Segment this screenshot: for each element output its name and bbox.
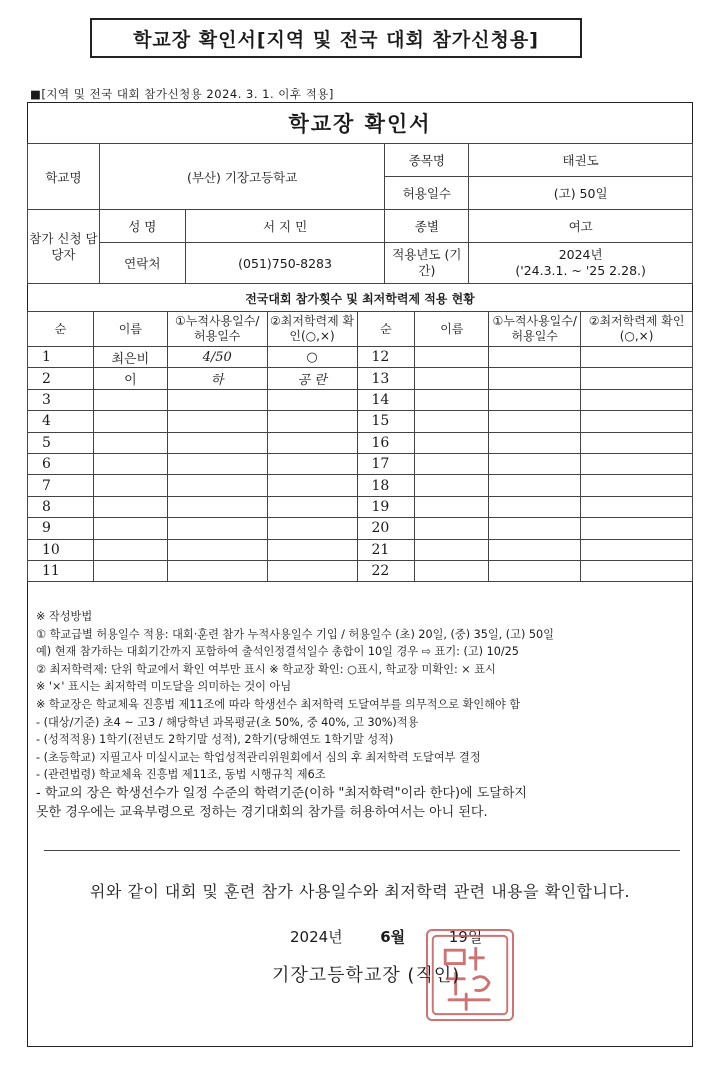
row-no: 19 [357, 496, 415, 517]
info-table [27, 143, 693, 284]
row-days [167, 389, 267, 410]
row-days [489, 389, 581, 410]
row-check [267, 411, 357, 432]
row-no: 21 [357, 539, 415, 560]
status-table [27, 311, 693, 582]
row-no: 10 [28, 539, 94, 560]
row-check [581, 411, 693, 432]
table-row [28, 453, 693, 474]
status-title: 전국대회 참가횟수 및 최저학력제 적용 현황 [28, 285, 692, 312]
row-no: 2 [28, 368, 94, 389]
row-check [581, 496, 693, 517]
row-name [415, 432, 489, 453]
applicability-note: ■[지역 및 전국 대회 참가신청용 2024. 3. 1. 이후 적용] [30, 87, 334, 101]
row-days [489, 518, 581, 539]
instruction-line: - (초등학교) 지필고사 미실시교는 학업성적관리위원회에서 심의 후 최저학력 도달여부 결정 [36, 750, 481, 764]
school-value: (부산) 기장고등학교 [99, 144, 385, 210]
row-no: 5 [28, 432, 94, 453]
row-days [489, 475, 581, 496]
row-no: 22 [357, 560, 415, 581]
row-no: 11 [28, 560, 94, 581]
row-no: 20 [357, 518, 415, 539]
row-days [167, 518, 267, 539]
row-days [489, 560, 581, 581]
row-check [581, 475, 693, 496]
row-no: 13 [357, 368, 415, 389]
row-name [415, 389, 489, 410]
year-value-year: 2024년 [558, 247, 603, 262]
row-check [581, 347, 693, 368]
divider [44, 850, 680, 851]
table-row [28, 475, 693, 496]
row-check [267, 560, 357, 581]
table-row [28, 560, 693, 581]
row-name [415, 496, 489, 517]
row-name [93, 539, 167, 560]
school-label: 학교명 [28, 144, 100, 210]
row-name [93, 518, 167, 539]
row-name [415, 475, 489, 496]
col-check: ②최저학력제 확인(○,×) [581, 312, 693, 347]
row-days [489, 347, 581, 368]
row-name [93, 389, 167, 410]
row-check [581, 432, 693, 453]
category-value: 여고 [469, 210, 693, 243]
row-check [267, 389, 357, 410]
date-day: 19일 [448, 928, 483, 946]
law-statement: - 학교의 장은 학생선수가 일정 수준의 학력기준(이하 "최저학력"이라 한다)에 도달하지 [36, 785, 527, 801]
form-title: 학교장 확인서 [288, 112, 432, 136]
contact-group-label: 참가 신청 담당자 [28, 210, 100, 284]
row-name: 최은비 [93, 347, 167, 368]
row-name [93, 560, 167, 581]
row-no: 12 [357, 347, 415, 368]
row-check [581, 518, 693, 539]
row-name [415, 539, 489, 560]
year-value-period: ('24.3.1. ~ '25 2.28.) [515, 263, 646, 278]
row-days: 하 [167, 368, 267, 389]
col-check: ②최저학력제 확인(○,×) [267, 312, 357, 347]
category-label: 종별 [385, 210, 469, 243]
row-check [581, 389, 693, 410]
row-days [167, 475, 267, 496]
confirmation-text: 위와 같이 대회 및 훈련 참가 사용일수와 최저학력 관련 내용을 확인합니다. [89, 882, 631, 901]
name-label: 성 명 [99, 210, 185, 243]
row-name [93, 496, 167, 517]
row-name [415, 453, 489, 474]
row-no: 8 [28, 496, 94, 517]
row-check [267, 453, 357, 474]
row-no: 9 [28, 518, 94, 539]
row-name [415, 411, 489, 432]
document-title: 학교장 확인서[지역 및 전국 대회 참가신청용] [90, 18, 582, 58]
table-row [28, 347, 693, 368]
row-check [581, 539, 693, 560]
row-days [167, 560, 267, 581]
row-days [167, 411, 267, 432]
row-days [167, 432, 267, 453]
form-frame [27, 102, 693, 1047]
col-days: ①누적사용일수/ 허용일수 [489, 312, 581, 347]
row-name [415, 560, 489, 581]
table-row [28, 411, 693, 432]
phone-label: 연락처 [99, 243, 185, 284]
row-check: ○ [267, 347, 357, 368]
row-no: 6 [28, 453, 94, 474]
instructions [36, 608, 686, 822]
row-check [267, 475, 357, 496]
col-no: 순 [357, 312, 415, 347]
table-row [28, 518, 693, 539]
row-check [267, 539, 357, 560]
row-days [167, 539, 267, 560]
row-name [93, 411, 167, 432]
row-name [415, 368, 489, 389]
row-check [581, 368, 693, 389]
table-row [28, 496, 693, 517]
row-no: 17 [357, 453, 415, 474]
row-days [489, 453, 581, 474]
row-name [415, 347, 489, 368]
date-year: 2024년 [290, 928, 343, 946]
instruction-line: - (관련법령) 학교체육 진흥법 제11조, 동법 시행규칙 제6조 [36, 768, 326, 782]
instruction-line: ① 학교급별 허용일수 적용: 대회·훈련 참가 누적사용일수 기입 / 허용일수 (초) 20일, (중) 35일, (고) 50일 [36, 627, 554, 641]
col-name: 이름 [415, 312, 489, 347]
name-value: 서 지 민 [185, 210, 385, 243]
table-row [28, 368, 693, 389]
row-no: 3 [28, 389, 94, 410]
instruction-line: ② 최저학력제: 단위 학교에서 확인 여부만 표시 ※ 학교장 확인: ○표시, 학교장 미확인: × 표시 [36, 662, 496, 676]
allowed-days-value: (고) 50일 [469, 177, 693, 210]
row-check [581, 560, 693, 581]
row-check [267, 518, 357, 539]
date-month: 6월 [380, 928, 406, 946]
row-no: 15 [357, 411, 415, 432]
year-value [469, 243, 693, 284]
row-no: 1 [28, 347, 94, 368]
table-row [28, 432, 693, 453]
row-days [489, 432, 581, 453]
row-name [415, 518, 489, 539]
row-no: 16 [357, 432, 415, 453]
col-name: 이름 [93, 312, 167, 347]
instruction-line: ※ '×' 표시는 최저학력 미도달을 의미하는 것이 아님 [36, 680, 292, 694]
row-no: 18 [357, 475, 415, 496]
row-days [489, 496, 581, 517]
col-days: ①누적사용일수/ 허용일수 [167, 312, 267, 347]
allowed-days-label: 허용일수 [385, 177, 469, 210]
row-name [93, 432, 167, 453]
instruction-line: 예) 현재 참가하는 대회기간까지 포함하여 출석인정결석일수 총합이 10일 경우 ⇨ 표기: (고) 10/25 [36, 645, 519, 659]
row-days [489, 368, 581, 389]
law-statement: 못한 경우에는 교육부령으로 정하는 경기대회의 참가를 허용하여서는 아니 된다. [36, 804, 488, 820]
table-row [28, 389, 693, 410]
col-no: 순 [28, 312, 94, 347]
sport-value: 태권도 [469, 144, 693, 177]
instruction-line: - (대상/기준) 초4 ~ 고3 / 해당학년 과목평균(초 50%, 중 40%, 고 30%)적용 [36, 715, 419, 729]
row-no: 4 [28, 411, 94, 432]
sport-label: 종목명 [385, 144, 469, 177]
row-days [167, 496, 267, 517]
row-check [267, 496, 357, 517]
instruction-line: - (성적적용) 1학기(전년도 2학기말 성적), 2학기(당해연도 1학기말 성적) [36, 733, 394, 747]
row-name [93, 475, 167, 496]
row-days [167, 453, 267, 474]
row-check [267, 432, 357, 453]
instruction-line: ※ 학교장은 학교체육 진흥법 제11조에 따라 학생선수 최저학력 도달여부를 의무적으로 확인해야 함 [36, 697, 521, 711]
row-name [93, 453, 167, 474]
row-check [581, 453, 693, 474]
phone-value: (051)750-8283 [185, 243, 385, 284]
instructions-title: ※ 작성방법 [36, 610, 93, 623]
row-days: 4/50 [167, 347, 267, 368]
row-no: 7 [28, 475, 94, 496]
row-check: 공 란 [267, 368, 357, 389]
row-no: 14 [357, 389, 415, 410]
row-days [489, 411, 581, 432]
year-label: 적용년도 (기간) [385, 243, 469, 284]
row-days [489, 539, 581, 560]
principal-signature: 기장고등학교장 (직인) [272, 965, 461, 986]
table-row [28, 539, 693, 560]
row-name: 이 [93, 368, 167, 389]
